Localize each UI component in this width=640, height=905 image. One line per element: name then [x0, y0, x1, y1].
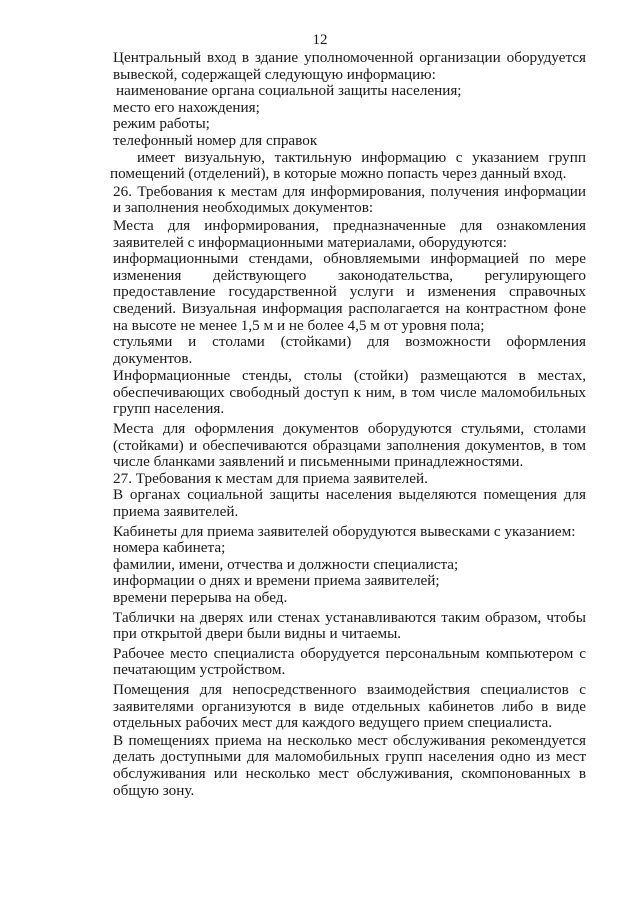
paragraph-cabinet-signs: Кабинеты для приема заявителей оборудуются вывесками с указанием: [113, 522, 576, 540]
page-number: 12 [312, 32, 328, 48]
paragraph-entrance-sign: Центральный вход в здание уполномоченной организации оборудуется вывеской, содержащей следующую информацию: [113, 49, 586, 83]
section-27-heading: 27. Требования к местам для приема заявителей. [113, 469, 428, 487]
document-body [110, 49, 586, 799]
paragraph-workplace: Рабочее место специалиста оборудуется персональным компьютером с печатающим устройством. [113, 644, 586, 679]
list-item-reception-days: информации о днях и времени приема заявителей; [113, 572, 440, 590]
paragraph-reception-rooms: В органах социальной защиты населения выделяются помещения для приема заявителей. [113, 486, 586, 521]
list-item-phone: телефонный номер для справок [113, 131, 318, 149]
list-item-agency-name: наименование органа социальной защиты населения; [116, 82, 462, 100]
paragraph-door-plates: Таблички на дверях или стенах устанавливаются таким образом, чтобы при открытой двери были видны и читаемы. [113, 608, 586, 643]
paragraph-accessible-service: В помещениях приема на несколько мест обслуживания рекомендуется делать доступными для маломобильных групп населения одно из мест обслуживания или несколько мест обслуживания, скомпонованных в общую зону. [113, 731, 586, 799]
paragraph-info-places: Места для информирования, предназначенные для ознакомления заявителей с информационными материалами, оборудуются: [113, 216, 586, 251]
paragraph-info-stands: информационными стендами, обновляемыми информацией по мере изменения действующего законодательства, регулирующего предоставление государственной услуги и изменения справочных сведений. Визуальная информация располагается на контрастном фоне на высоте не менее 1,5 м и не более 4,5 м от уровня пола; [113, 250, 586, 334]
list-item-lunch-break: времени перерыва на обед. [113, 589, 288, 606]
list-item-working-hours: режим работы; [113, 115, 210, 133]
section-26-heading: 26. Требования к местам для информирования, получения информации и заполнения необходимых документов: [113, 182, 586, 217]
paragraph-stands-placement: Информационные стенды, столы (стойки) размещаются в местах, обеспечивающих свободный доступ к ним, в том числе маломобильных групп населения. [113, 367, 586, 418]
list-item-cabinet-number: номера кабинета; [113, 539, 226, 557]
paragraph-chairs-tables: стульями и столами (стойками) для возможности оформления документов. [113, 333, 586, 367]
paragraph-interaction-rooms: Помещения для непосредственного взаимодействия специалистов с заявителями организуются в виде отдельных кабинетов либо в виде отдельных рабочих мест для каждого ведущего прием специалиста. [113, 680, 586, 732]
paragraph-document-places: Места для оформления документов оборудуются стульями, столами (стойками) и обеспечиваются образцами заполнения документов, в том числе бланками заявлений и письменными принадлежностями. [113, 420, 586, 471]
list-item-location: место его нахождения; [113, 98, 260, 116]
list-item-specialist-name: фамилии, имени, отчества и должности специалиста; [113, 555, 459, 573]
paragraph-tactile-info: имеет визуальную, тактильную информацию с указанием групп помещений (отделений), в которые можно попасть через данный вход. [110, 148, 586, 183]
